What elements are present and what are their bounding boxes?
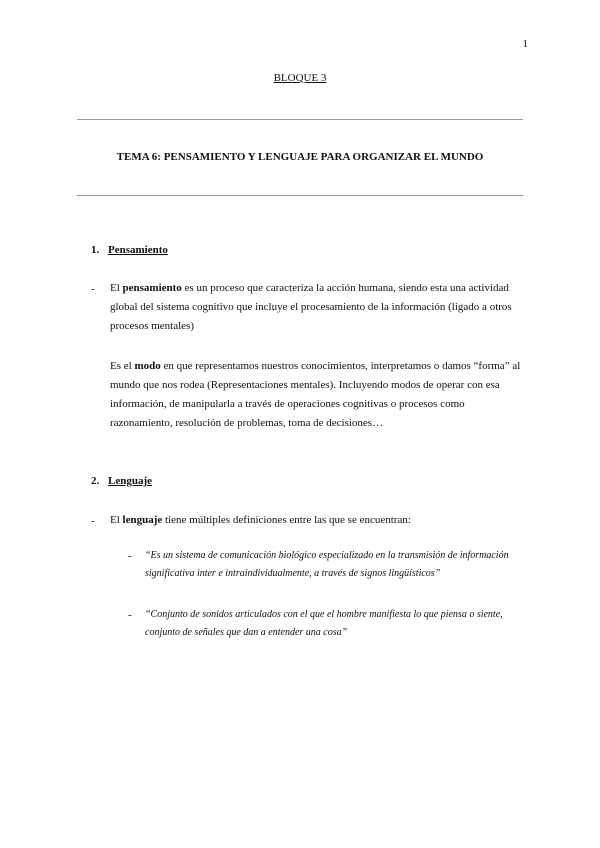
section-1-title: Pensamiento: [108, 244, 168, 256]
definition-2-bullet: -: [128, 609, 132, 621]
modo-term: modo: [134, 360, 161, 372]
definition-1: “Es un sistema de comunicación biológico especializado en la transmisión de información significativa inter e intraindividualmente, a través de signos lingüísticos”: [145, 550, 509, 579]
page-number: 1: [522, 38, 528, 50]
para-1-start: El: [110, 282, 123, 294]
pensamiento-term: pensamiento: [122, 282, 182, 294]
para-1-rest: es un proceso que caracteriza la acción humana, siendo esta una actividad global del sistema cognitivo que incluye el procesamiento de la información (ligado a otros procesos mentales): [110, 282, 512, 332]
tema-title: TEMA 6: PENSAMIENTO Y LENGUAJE PARA ORGANIZAR EL MUNDO: [116, 151, 484, 163]
section-1-heading: [91, 244, 168, 256]
section-2-title: Lenguaje: [108, 475, 152, 487]
para-2-start: Es el: [110, 360, 135, 372]
section-2-heading: [91, 475, 152, 487]
bloque-title: BLOQUE 3: [273, 72, 327, 84]
section-1-bullet: -: [91, 283, 95, 295]
section-2-bullet: -: [91, 515, 95, 527]
bottom-divider: [77, 195, 523, 196]
definition-2: “Conjunto de sonidos articulados con el que el hombre manifiesta lo que piensa o siente, conjunto de señales que dan a entender una cosa”: [145, 609, 503, 638]
section-1-paragraph-2: [110, 357, 523, 433]
section-2-number: 2.: [91, 475, 100, 487]
para-2-rest: en que representamos nuestros conocimientos, interpretamos o damos “forma” al mundo que nos rodea (Representaciones mentales). Incluyendo modos de operar con esa información, de manipularla a través de operaciones cognitivas o procesos como razonamiento, resolución de problemas, toma de decisiones…: [110, 360, 521, 429]
intro-start: El: [110, 514, 123, 526]
section-2-intro: [110, 511, 523, 530]
lenguaje-term: lenguaje: [122, 514, 163, 526]
section-1-number: 1.: [91, 244, 100, 256]
definition-1-bullet: -: [128, 550, 132, 562]
intro-rest: tiene múltiples definiciones entre las que se encuentran:: [162, 514, 411, 526]
section-1-paragraph-1: [110, 279, 523, 336]
top-divider: [77, 119, 523, 120]
